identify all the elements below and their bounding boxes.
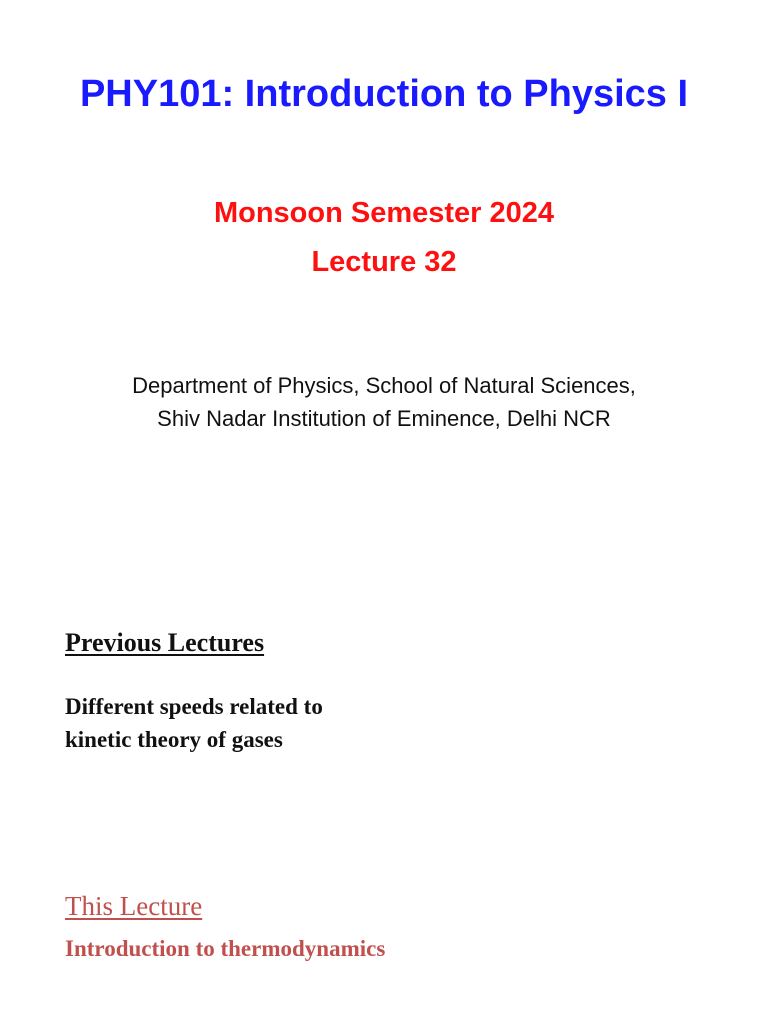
semester-label: Monsoon Semester 2024 [213, 197, 555, 229]
lecture-number: Lecture 32 [311, 246, 457, 278]
previous-lectures-item-line-1: Different speeds related to [65, 694, 323, 719]
previous-lectures-item-line-2: kinetic theory of gases [65, 727, 283, 752]
this-lecture-item: Introduction to thermodynamics [65, 936, 386, 961]
department-line-2: Shiv Nadar Institution of Eminence, Delhi NCR [157, 406, 611, 431]
this-lecture-heading: This Lecture [65, 891, 203, 921]
course-title: PHY101: Introduction to Physics I [79, 73, 689, 115]
department-line-1: Department of Physics, School of Natural Sciences, [132, 373, 636, 398]
previous-lectures-heading: Previous Lectures [65, 628, 265, 657]
